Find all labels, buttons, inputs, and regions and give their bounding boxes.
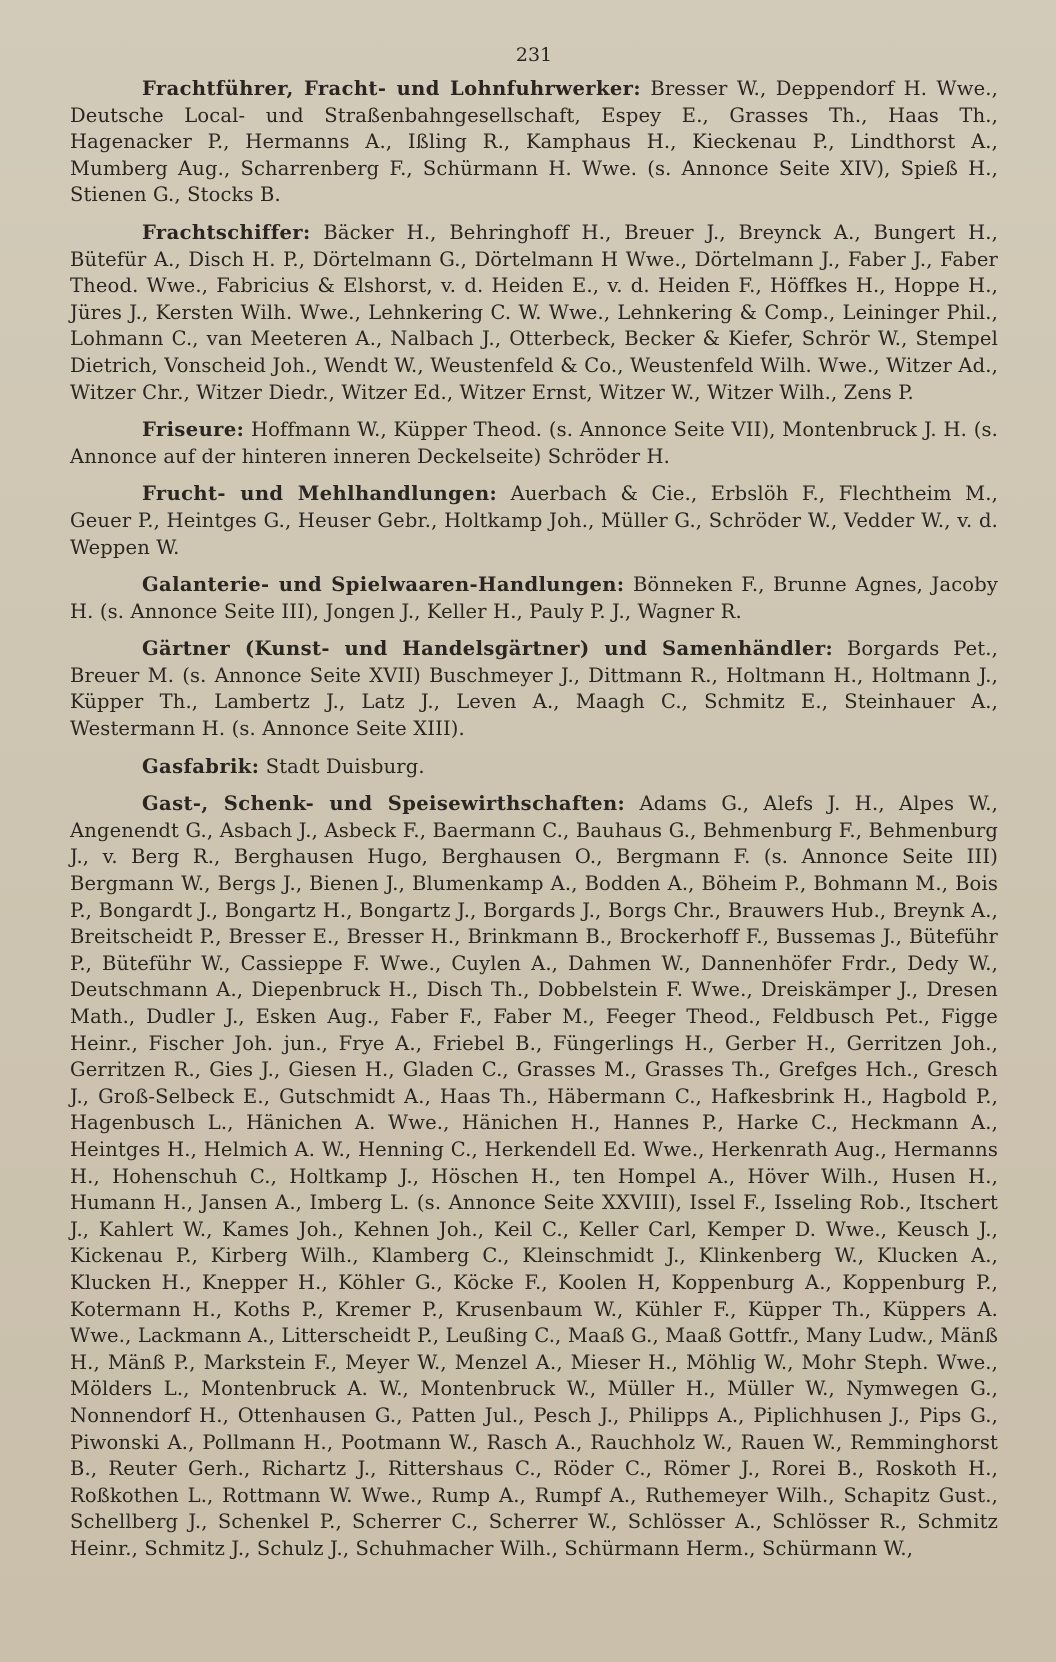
entry-text: Bresser W., Deppendorf H. Wwe., Deutsche Local- und Straßenbahngesellschaft, Espey E., Grasses Th., Haas Th., Hagenacker P., Hermanns A., Ißling R., Kamphaus H., Kieckenau P., Lindthorst A., Mumberg Aug., Scharrenberg F., Schürmann H. Wwe. (s. Annonce Seite XIV), Spieß H., Stienen G., Stocks B. <box>70 77 998 207</box>
entry-text: Bönneken F., Brunne Agnes, Jacoby H. (s. Annonce Seite III), Jongen J., Keller H., Pauly P. J., Wagner R. <box>70 573 998 623</box>
directory-entry <box>70 636 998 742</box>
directory-entry <box>70 417 998 470</box>
entry-text: Hoffmann W., Küpper Theod. (s. Annonce Seite VII), Montenbruck J. H. (s. Annonce auf der hinteren inneren Deckelseite) Schröder H. <box>70 418 998 468</box>
entry-text: Adams G., Alefs J. H., Alpes W., Angenendt G., Asbach J., Asbeck F., Baermann C., Bauhaus G., Behmenburg F., Behmenburg J., v. Berg R., Berghausen Hugo, Berghausen O., Bergmann F. (s. Annonce Seite III) Bergmann W., Bergs J., Bienen J., Blumenkamp A., Bodden A., Böheim P., Bohmann M., Bois P., Bongardt J., Bongartz H., Bongartz J., Borgards J., Borgs Chr., Brauwers Hub., Breynk A., Breitscheidt P., Bresser E., Bresser H., Brinkmann B., Brockerhoff F., Bussemas J., Büteführ P., Büteführ W., Cassieppe F. Wwe., Cuylen A., Dahmen W., Dannenhöfer Frdr., Dedy W., Deutschmann A., Diepenbruck H., Disch Th., Dobbelstein F. Wwe., Dreiskämper J., Dresen Math., Dudler J., Esken Aug., Faber F., Faber M., Feeger Theod., Feldbusch Pet., Figge Heinr., Fischer Joh. jun., Frye A., Friebel B., Füngerlings H., Gerber H., Gerritzen Joh., Gerritzen R., Gies J., Giesen H., Gladen C., Grasses M., Grasses Th., Grefges Hch., Gresch J., Groß-Selbeck E., Gutschmidt A., Haas Th., Häbermann C., Hafkesbrink H., Hagbold P., Hagenbusch L., Hänichen A. Wwe., Hänichen H., Hannes P., Harke C., Heckmann A., Heintges H., Helmich A. W., Henning C., Herkendell Ed. Wwe., Herkenrath Aug., Hermanns H., Hohenschuh C., Holtkamp J., Höschen H., ten Hompel A., Höver Wilh., Husen H., Humann H., Jansen A., Imberg L. (s. Annonce Seite XXVIII), Issel F., Isseling Rob., Itschert J., Kahlert W., Kames Joh., Kehnen Joh., Keil C., Keller Carl, Kemper D. Wwe., Keusch J., Kickenau P., Kirberg Wilh., Klamberg C., Kleinschmidt J., Klinkenberg W., Klucken A., Klucken H., Knepper H., Köhler G., Köcke F., Koolen H, Koppenburg A., Koppenburg P., Kotermann H., Koths P., Kremer P., Krusenbaum W., Kühler F., Küpper Th., Küppers A. Wwe., Lackmann A., Litterscheidt P., Leußing C., Maaß G., Maaß Gottfr., Many Ludw., Mänß H., Mänß P., Markstein F., Meyer W., Menzel A., Mieser H., Möhlig W., Mohr Steph. Wwe., Mölders L., Montenbruck A. W., Montenbruck W., Müller H., Müller W., Nymwegen G., Nonnendorf H., Ottenhausen G., Patten Jul., Pesch J., Philipps A., Piplichhusen J., Pips G., Piwonski A., Pollmann H., Pootmann W., Rasch A., Rauchholz W., Rauen W., Remminghorst B., Reuter Gerh., Richartz J., Rittershaus C., Röder C., Römer J., Rorei B., Roskoth H., Roßkothen L., Rottmann W. Wwe., Rump A., Rumpf A., Ruthemeyer Wilh., Schapitz Gust., Schellberg J., Schenkel P., Scherrer C., Scherrer W., Schlösser A., Schlösser R., Schmitz Heinr., Schmitz J., Schulz J., Schuhmacher Wilh., Schürmann Herm., Schürmann W., <box>70 792 998 1560</box>
entry-heading: Gärtner (Kunst- und Handelsgärtner) und Samenhändler: <box>142 637 834 661</box>
directory-entry <box>70 76 998 209</box>
directory-entry <box>70 481 998 561</box>
entry-heading: Gast-, Schenk- und Speisewirthschaften: <box>142 792 626 816</box>
entry-heading: Galanterie- und Spielwaaren-Handlungen: <box>142 573 625 597</box>
entry-text: Bäcker H., Behringhoff H., Breuer J., Breynck A., Bungert H., Bütefür A., Disch H. P., Dörtelmann G., Dörtelmann H Wwe., Dörtelmann J., Faber J., Faber Theod. Wwe., Fabricius & Elshorst, v. d. Heiden E., v. d. Heiden F., Höffkes H., Hoppe H., Jüres J., Kersten Wilh. Wwe., Lehnkering C. W. Wwe., Lehnkering & Comp., Leininger Phil., Lohmann C., van Meeteren A., Nalbach J., Otterbeck, Becker & Kiefer, Schrör W., Stempel Dietrich, Vonscheid Joh., Wendt W., Weustenfeld & Co., Weustenfeld Wilh. Wwe., Witzer Ad., Witzer Chr., Witzer Diedr., Witzer Ed., Witzer Ernst, Witzer W., Witzer Wilh., Zens P. <box>70 220 998 404</box>
entry-heading: Frachtschiffer: <box>142 220 311 244</box>
directory-entry <box>70 791 998 1562</box>
directory-entry <box>70 572 998 625</box>
directory-entry <box>70 754 998 781</box>
entry-heading: Friseure: <box>142 418 245 442</box>
directory-entry <box>70 220 998 406</box>
entry-text: Auerbach & Cie., Erbslöh F., Flechtheim M., Geuer P., Heintges G., Heuser Gebr., Holtkamp Joh., Müller G., Schröder W., Vedder W., v. d. Weppen W. <box>70 482 998 559</box>
page-number: 231 <box>515 44 553 66</box>
entry-heading: Frachtführer, Fracht- und Lohnfuhrwerker: <box>142 77 641 100</box>
entry-text: Borgards Pet., Breuer M. (s. Annonce Seite XVII) Buschmeyer J., Dittmann R., Holtmann H., Holtmann J., Küpper Th., Lambertz J., Latz J., Leven A., Maagh C., Schmitz E., Steinhauer A., Westermann H. (s. Annonce Seite XIII). <box>70 637 998 741</box>
entry-heading: Frucht- und Mehlhandlungen: <box>142 482 498 506</box>
entry-heading: Gasfabrik: <box>142 754 260 778</box>
entry-text: Stadt Duisburg. <box>265 754 425 778</box>
